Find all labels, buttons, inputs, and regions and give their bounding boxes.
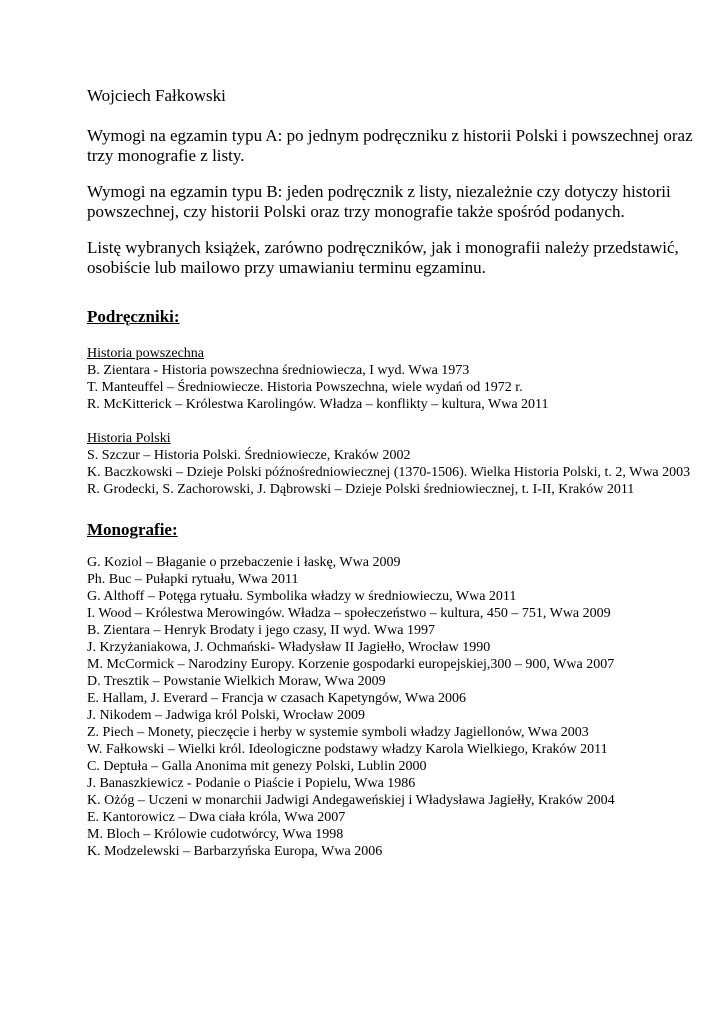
monograph-entry: C. Deptuła – Galla Anonima mit genezy Polski, Lublin 2000 xyxy=(87,759,427,774)
monograph-entry: G. Koziol – Błaganie o przebaczenie i łaskę, Wwa 2009 xyxy=(87,555,401,570)
monographs-heading xyxy=(87,520,697,540)
exam-a-requirements: Wymogi na egzamin typu A: po jednym podręczniku z historii Polski i powszechnej oraz trzy monografie z listy. xyxy=(87,126,693,165)
author-name: Wojciech Fałkowski xyxy=(87,86,226,105)
monograph-entry: G. Althoff – Potęga rytuału. Symbolika władzy w średniowieczu, Wwa 2011 xyxy=(87,589,517,604)
polish-history-label: Historia Polski xyxy=(87,431,171,446)
submission-instructions: Listę wybranych książek, zarówno podręczników, jak i monografii należy przedstawić, osobiście lub mailowo przy umawianiu terminu egzaminu. xyxy=(87,238,679,277)
monograph-entry: K. Modzelewski – Barbarzyńska Europa, Wwa 2006 xyxy=(87,844,383,859)
monograph-entry: B. Zientara – Henryk Brodaty i jego czasy, II wyd. Wwa 1997 xyxy=(87,623,435,638)
monographs-list xyxy=(87,554,697,860)
textbook-entry: T. Manteuffel – Średniowiecze. Historia Powszechna, wiele wydań od 1972 r. xyxy=(87,380,523,395)
monograph-entry: M. McCormick – Narodziny Europy. Korzenie gospodarki europejskiej,300 – 900, Wwa 2007 xyxy=(87,657,615,672)
monograph-entry: I. Wood – Królestwa Merowingów. Władza – społeczeństwo – kultura, 450 – 751, Wwa 2009 xyxy=(87,606,611,621)
world-history-group xyxy=(87,345,697,413)
monograph-entry: J. Banaszkiewicz - Podanie o Piaście i Popielu, Wwa 1986 xyxy=(87,776,416,791)
textbooks-heading: Podręczniki: xyxy=(87,307,180,326)
monograph-entry: J. Nikodem – Jadwiga król Polski, Wrocław 2009 xyxy=(87,708,365,723)
monograph-entry: E. Hallam, J. Everard – Francja w czasach Kapetyngów, Wwa 2006 xyxy=(87,691,467,706)
monograph-entry: K. Ożóg – Uczeni w monarchii Jadwigi Andegaweńskiej i Władysława Jagiełły, Kraków 2004 xyxy=(87,793,615,808)
world-history-label: Historia powszechna xyxy=(87,346,205,361)
monograph-entry: W. Fałkowski – Wielki król. Ideologiczne podstawy władzy Karola Wielkiego, Kraków 2011 xyxy=(87,742,608,757)
monograph-entry: Z. Piech – Monety, pieczęcie i herby w systemie symboli władzy Jagiellonów, Wwa 2003 xyxy=(87,725,589,740)
textbook-entry: K. Baczkowski – Dzieje Polski późnośredniowiecznej (1370-1506). Wielka Historia Polski, t. 2, Wwa 2003 xyxy=(87,465,691,480)
monograph-entry: E. Kantorowicz – Dwa ciała króla, Wwa 2007 xyxy=(87,810,346,825)
monographs-heading-colon: : xyxy=(171,520,178,539)
polish-history-group xyxy=(87,430,697,498)
monographs-heading-text: Monografie xyxy=(87,520,172,539)
textbook-entry: S. Szczur – Historia Polski. Średniowiecze, Kraków 2002 xyxy=(87,448,411,463)
monograph-entry: M. Bloch – Królowie cudotwórcy, Wwa 1998 xyxy=(87,827,344,842)
exam-b-requirements: Wymogi na egzamin typu B: jeden podręcznik z listy, niezależnie czy dotyczy historii powszechnej, czy historii Polski oraz trzy monografie także spośród podanych. xyxy=(87,182,671,221)
monograph-entry: Ph. Buc – Pułapki rytuału, Wwa 2011 xyxy=(87,572,299,587)
textbook-entry: B. Zientara - Historia powszechna średniowiecza, I wyd. Wwa 1973 xyxy=(87,363,470,378)
monograph-entry: D. Tresztik – Powstanie Wielkich Moraw, Wwa 2009 xyxy=(87,674,386,689)
textbook-entry: R. Grodecki, S. Zachorowski, J. Dąbrowski – Dzieje Polski średniowiecznej, t. I-II, Kraków 2011 xyxy=(87,482,635,497)
monograph-entry: J. Krzyżaniakowa, J. Ochmański- Władysław II Jagiełło, Wrocław 1990 xyxy=(87,640,491,655)
document-page xyxy=(87,86,697,860)
textbook-entry: R. McKitterick – Królestwa Karolingów. Władza – konflikty – kultura, Wwa 2011 xyxy=(87,397,549,412)
